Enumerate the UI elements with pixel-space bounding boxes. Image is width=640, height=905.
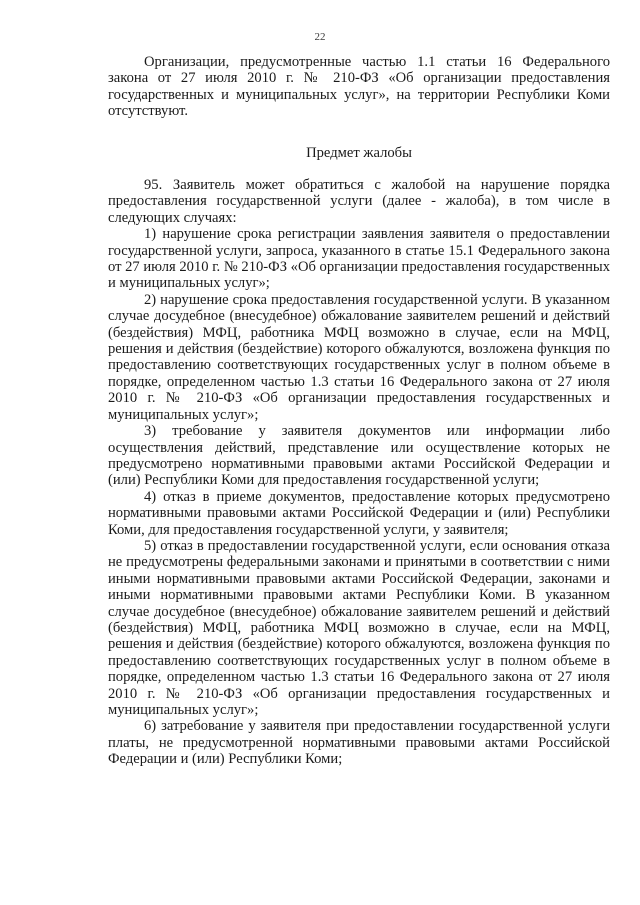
list-item-4: 4) отказ в приеме документов, предоставление которых предусмотрено нормативными правовыми актами Российской Федерации и (или) Республики Коми, для предоставления государственной услуги, у заявителя;: [108, 488, 610, 538]
page-number: 22: [314, 31, 326, 43]
list-item-3: 3) требование у заявителя документов или информации либо осуществления действий, представление или осуществление которых не предусмотрено нормативными правовыми актами Российской Федерации и (или) Республики Коми для предоставления государственной услуги;: [108, 423, 610, 489]
list-item-1: 1) нарушение срока регистрации заявления заявителя о предоставлении государственной услуги, запроса, указанного в статье 15.1 Федерального закона от 27 июля 2010 г. № 210-ФЗ «Об организации предоставления государственных и муниципальных услуг»;: [108, 226, 610, 292]
paragraph-95: 95. Заявитель может обратиться с жалобой на нарушение порядка предоставления государственной услуги (далее - жалоба), в том числе в следующих случаях:: [108, 177, 610, 226]
list-item-2: 2) нарушение срока предоставления государственной услуги. В указанном случае досудебное (внесудебное) обжалование заявителем решений и действий (бездействия) МФЦ, работника МФЦ возможно в случае, если на МФЦ, решения и действия (бездействие) которого обжалуются, возложена функция по предоставлению соответствующих государственных услуг в полном объеме в порядке, определенном частью 1.3 статьи 16 Федерального закона от 27 июля 2010 г. № 210-ФЗ «Об организации предоставления государственных и муниципальных услуг»;: [108, 291, 610, 423]
intro-section: [108, 54, 610, 120]
intro-paragraph: Организации, предусмотренные частью 1.1 статьи 16 Федерального закона от 27 июля 2010 г. № 210-ФЗ «Об организации предоставления государственных и муниципальных услуг», на территории Республики Коми отсутствуют.: [108, 54, 610, 120]
list-item-5: 5) отказ в предоставлении государственной услуги, если основания отказа не предусмотрены федеральными законами и принятыми в соответствии с ними иными нормативными правовыми актами Российской Федерации, законами и иными нормативными правовыми актами Республики Коми. В указанном случае досудебное (внесудебное) обжалование заявителем решений и действий (бездействия) МФЦ, работника МФЦ возможно в случае, если на МФЦ, решения и действия (бездействие) которого обжалуются, возложена функция по предоставлению соответствующих государственных услуг в полном объеме в порядке, определенном частью 1.3 статьи 16 Федерального закона от 27 июля 2010 г. № 210-ФЗ «Об организации предоставления государственных и муниципальных услуг»;: [108, 537, 610, 718]
list-item-6: 6) затребование у заявителя при предоставлении государственной услуги платы, не предусмотренной нормативными правовыми актами Российской Федерации и (или) Республики Коми;: [108, 718, 610, 768]
complaint-cases-list: [108, 177, 610, 768]
section-title: Предмет жалобы: [306, 145, 412, 161]
